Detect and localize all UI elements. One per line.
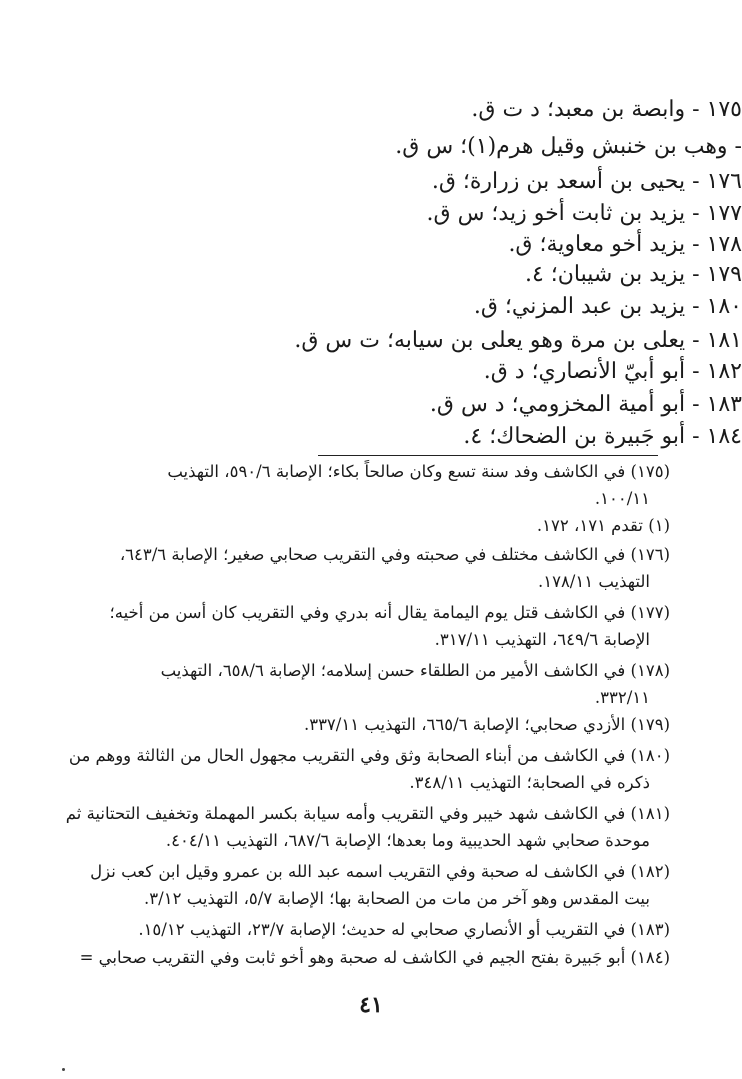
footnote-line: ذكره في الصحابة؛ التهذيب ٣٤٨/١١. <box>409 773 650 792</box>
entry-line: ١٧٩ - يزيد بن شيبان؛ ٤. <box>524 262 742 287</box>
footnote-line: موحدة صحابي شهد الحديبية وما بعدها؛ الإصابة ٦٨٧/٦، التهذيب ٤٠٤/١١. <box>165 831 650 850</box>
footnote-line: ٣٣٢/١١. <box>594 688 650 707</box>
footnote-line: (١٨٢) في الكاشف له صحبة وفي التقريب اسمه عبد الله بن عمرو وقيل ابن كعب نزل <box>90 862 670 881</box>
footnote-line: (١٧٩) الأزدي صحابي؛ الإصابة ٦٦٥/٦، التهذيب ٣٣٧/١١. <box>303 715 670 734</box>
entry-line: ١٧٧ - يزيد بن ثابت أخو زيد؛ س ق. <box>426 201 742 226</box>
footnote-separator <box>318 455 658 456</box>
footnote-line: (١٧٥) في الكاشف وفد سنة تسع وكان صالحاً بكاء؛ الإصابة ٥٩٠/٦، التهذيب <box>167 462 670 481</box>
footnote-line: (١٨٠) في الكاشف من أبناء الصحابة وثق وفي التقريب مجهول الحال من الثالثة ووهم من <box>68 746 670 765</box>
footnote-line: (١٧٦) في الكاشف مختلف في صحبته وفي التقريب صحابي صغير؛ الإصابة ٦٤٣/٦، <box>119 545 670 564</box>
page-number: ٤١ <box>359 992 383 1018</box>
footnote-line: بيت المقدس وهو آخر من مات من الصحابة بها؛ الإصابة ٥/٧، التهذيب ٣/١٢. <box>144 889 650 908</box>
entry-line: ١٨٣ - أبو أمية المخزومي؛ د س ق. <box>429 392 742 417</box>
entry-line: ١٨٠ - يزيد بن عبد المزني؛ ق. <box>473 294 742 319</box>
footnote-line: (١٨٤) أبو جَبيرة بفتح الجيم في الكاشف له صحبة وهو أخو ثابت وفي التقريب صحابي = <box>79 948 670 967</box>
footnote-line: (١٨١) في الكاشف شهد خيبر وفي التقريب وأمه سيابة بكسر المهملة وتخفيف التحتانية ثم <box>65 804 670 823</box>
footnote-line: الإصابة ٦٤٩/٦، التهذيب ٣١٧/١١. <box>434 630 650 649</box>
entry-line: ١٨١ - يعلى بن مرة وهو يعلى بن سيابه؛ ت س ق. <box>294 328 742 353</box>
footnote-line: التهذيب ١٧٨/١١. <box>537 572 650 591</box>
entry-line: ١٨٢ - أبو أبيّ الأنصاري؛ د ق. <box>483 359 742 384</box>
entry-line: ١٧٨ - يزيد أخو معاوية؛ ق. <box>508 232 742 257</box>
entry-line: ١٨٤ - أبو جَبيرة بن الضحاك؛ ٤. <box>463 424 742 449</box>
footnote-line: (١) تقدم ١٧١، ١٧٢. <box>536 516 670 535</box>
entry-line: ١٧٦ - يحيى بن أسعد بن زرارة؛ ق. <box>431 169 742 194</box>
entry-line: ١٧٥ - وابصة بن معبد؛ د ت ق. <box>471 97 742 122</box>
scan-speck <box>62 1068 65 1071</box>
footnote-line: (١٨٣) في التقريب أو الأنصاري صحابي له حديث؛ الإصابة ٢٣/٧، التهذيب ١٥/١٢. <box>138 920 670 939</box>
footnote-line: (١٧٧) في الكاشف قتل يوم اليمامة يقال أنه بدري وفي التقريب كان أسن من أخيه؛ <box>109 603 670 622</box>
footnote-line: ١٠٠/١١. <box>594 489 650 508</box>
entry-line: - وهب بن خنبش وقيل هرم(١)؛ س ق. <box>395 134 742 159</box>
footnote-line: (١٧٨) في الكاشف الأمير من الطلقاء حسن إسلامه؛ الإصابة ٦٥٨/٦، التهذيب <box>160 661 670 680</box>
